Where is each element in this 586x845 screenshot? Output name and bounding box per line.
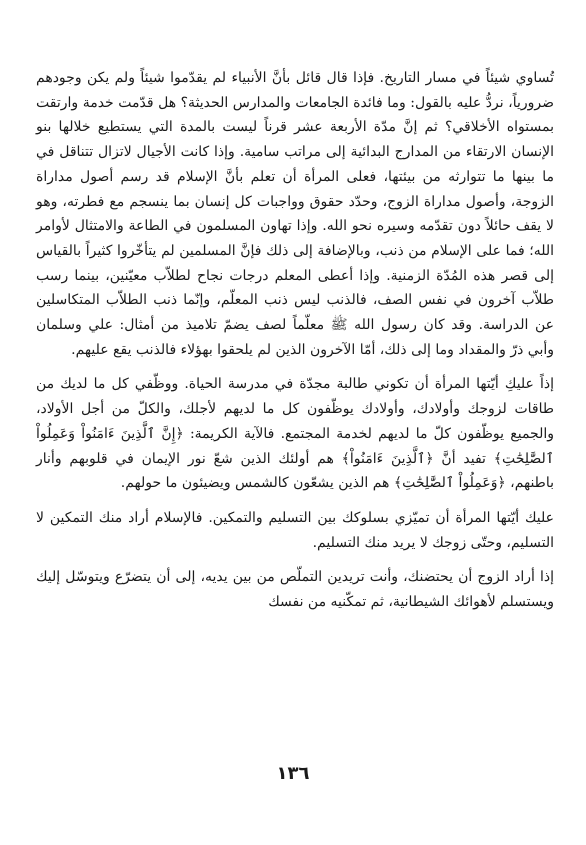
- page-number: ١٣٦: [276, 763, 310, 784]
- paragraph-1: تُساوي شيئاً في مسار التاريخ. فإذا قال قائل بأنَّ الأنبياء لم يقدّموا شيئاً ولم يكن وجودهم ضرورياً، نردُّ عليه بالقول: وما فائدة الجامعات والمدارس الحديثة؟ هل قدّمت خدمة وارتقت بمستواه الأخلاقي؟ ثم إنَّ مدّة الأربعة عشر قرناً ليست بالمدة التي يستطيع خلالها بنو الإنسان الارتقاء من المدارج البدائية إلى مراتب سامية. وإذا كانت الأجيال لاتزال تتناقل في ما بينها ما تتوارثه من بيئتها، فعلى المرأة أن تعلم بأنَّ الإسلام قد رسم أصول مداراة الزوجة، وأصول مداراة الزوج، وحدّد حقوق وواجبات كل إنسان بما ينسجم مع فطرته، وهو لا يقف حائلاً دون تقدّمه وسيره نحو الله. وإذا تهاون المسلمون في الطاعة والامتثال لأوامر الله؛ فما على الإسلام من ذنب، وبالإضافة إلى ذلك فإنَّ المسلمين لم يتأخّروا كثيراً بالقياس إلى قصر هذه المُدّة الزمنية. وإذا أعطى المعلم درجات نجاح لطلاّب معيّنين، بينما رسب طلاّب آخرون في نفس الصف، فالذنب ليس ذنب المعلّم، وإنّما ذنب الطلاّب المتكاسلين عن الدراسة. وقد كان رسول الله ﷺ معلّماً لصف يضمّ تلاميذ من أمثال: علي وسلمان وأبي ذرّ والمقداد وما إلى ذلك، أمّا الآخرون الذين لم يلحقوا بهؤلاء فالذنب يقع عليهم.: [36, 70, 554, 358]
- paragraph-2: إذاً عليكِ أيّتها المرأة أن تكوني طالبة مجدّة في مدرسة الحياة. ووظّفي كل ما لديك من طاقات لزوجك وأولادك، وأولادك يوظّفون كل ما لديهم لأجلك، والكلّ من أجل الأولاد، والجميع يوظّفون كلّ ما لديهم لخدمة المجتمع. فالآية الكريمة: ﴿إِنَّ ٱلَّذِينَ ءَامَنُواْ وَعَمِلُواْ ٱلصَّٰلِحَٰتِ﴾ تفيد أنَّ ﴿ٱلَّذِينَ ءَامَنُواْ﴾ هم أولئك الذين شعّ نور الإيمان في قلوبهم وأنار باطنهم، ﴿وَعَمِلُواْ ٱلصَّٰلِحَٰتِ﴾ هم الذين يشعّون كالشمس ويضيئون ما حولهم.: [36, 376, 554, 492]
- page-body: [36, 66, 554, 615]
- paragraph-3: عليك أيّتها المرأة أن تميّزي بسلوكك بين التسليم والتمكين. فالإسلام أراد منك التمكين لا التسليم، وحتّى زوجك لا يريد منك التسليم.: [36, 509, 554, 551]
- paragraph-4: إذا أراد الزوج أن يحتضنك، وأنت تريدين التملّص من بين يديه، إلى أن يتضرّع ويتوسّل إليك ويستسلم لأهوائك الشيطانية، ثم تمكّنيه من نفسك: [36, 569, 554, 611]
